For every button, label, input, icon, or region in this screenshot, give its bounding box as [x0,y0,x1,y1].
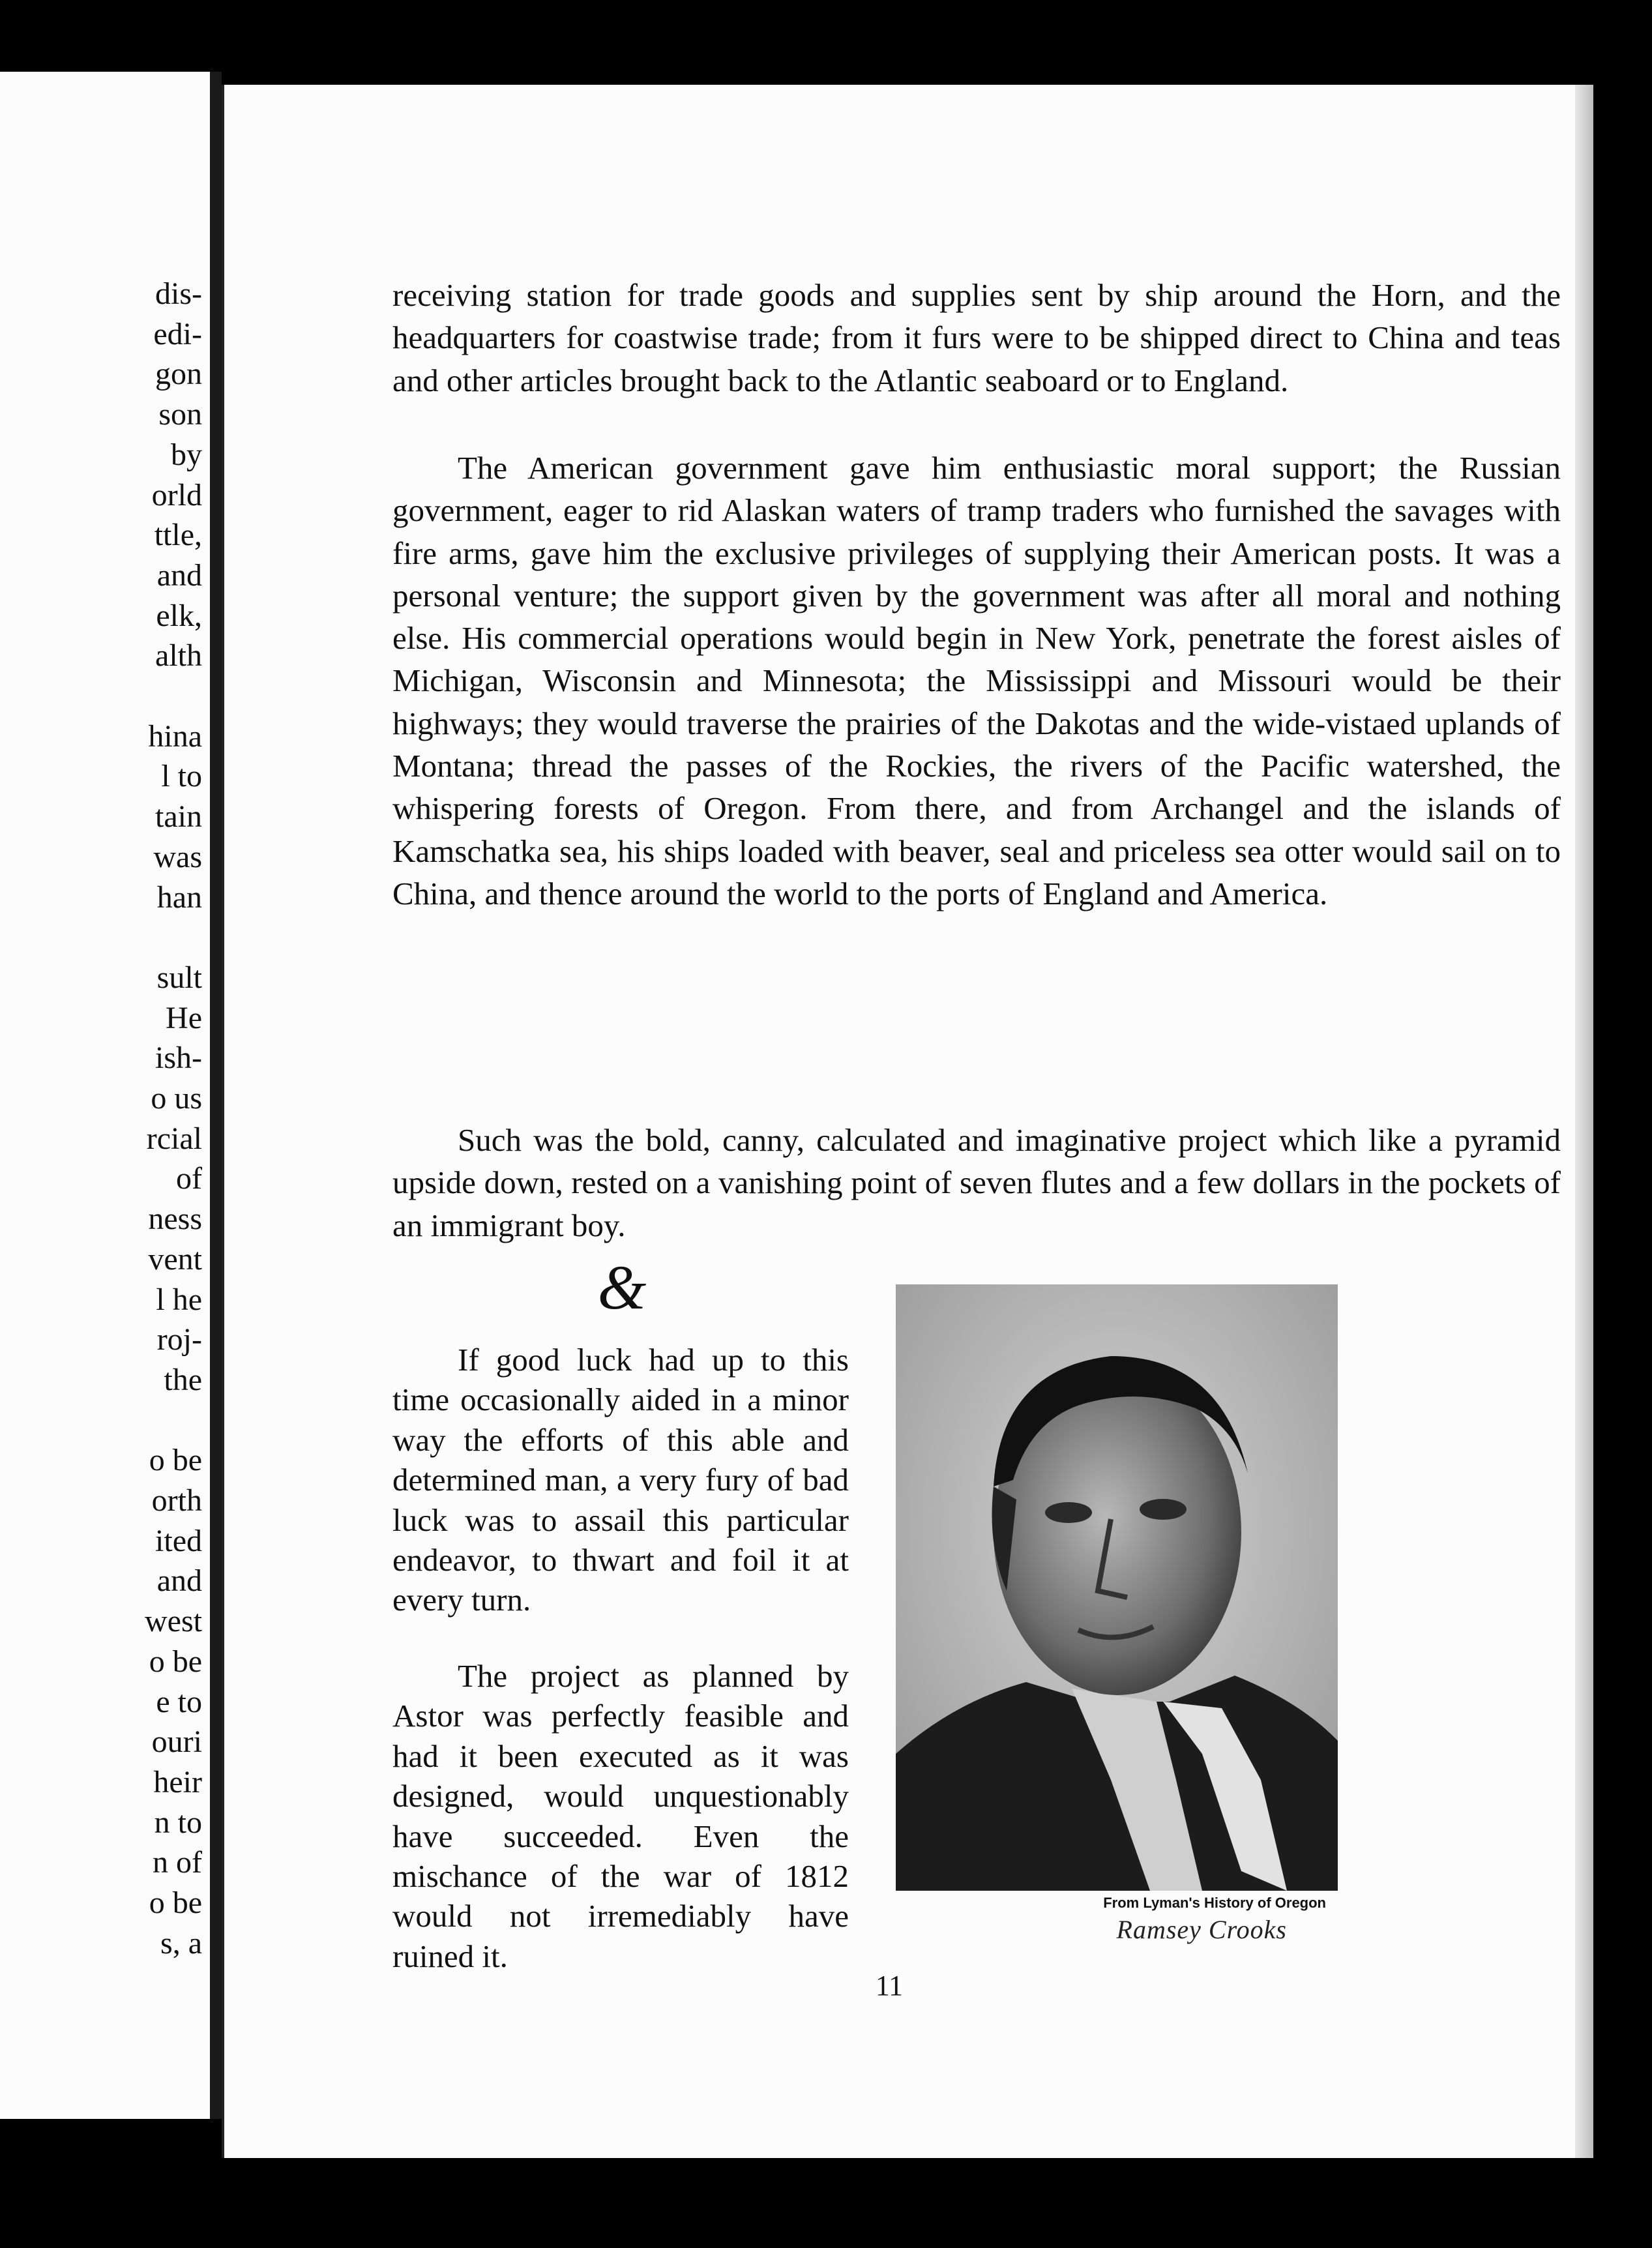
book-gutter [210,72,222,2119]
left-page-line-fragment: rcial [146,1121,202,1156]
left-page-line-fragment: sult [156,960,202,995]
paragraph-bold-project: Such was the bold, canny, calculated and imaginative project which like a pyramid upside down, rested on a vanishing point of seven flutes and a few dollars in the pockets of an immigrant boy. [392,1122,1561,1243]
page-number: 11 [875,1970,904,2002]
left-page-line-fragment: was [153,839,202,874]
left-page-line-fragment: orth [151,1483,202,1518]
left-page-line-fragment: ish- [155,1041,202,1076]
left-page-line-fragment: by [171,437,202,472]
left-page-line-fragment: e to [156,1684,202,1719]
left-page-line-fragment: han [156,880,202,915]
left-page-line-fragment: o be [149,1644,202,1679]
left-page-line-fragment: alth [155,638,202,673]
left-page-line-fragment: the [164,1362,202,1397]
figure-source-credit: From Lyman's History of Oregon [1103,1895,1326,1911]
left-page-line-fragment: gon [155,357,202,392]
left-page-line-fragment: ttle, [154,518,202,553]
right-page [222,85,1593,2158]
page-edge [1575,85,1593,2158]
left-page-line-fragment: s, a [160,1925,202,1960]
left-page-line-fragment: hina [148,718,202,754]
left-page-line-fragment: o be [149,1886,202,1920]
left-page-line-fragment: vent [148,1241,202,1277]
left-page-line-fragment: roj- [156,1322,202,1357]
left-page-line-fragment: and [156,557,202,593]
left-page-line-fragment: west [145,1604,202,1639]
left-page-line-fragment: l he [156,1282,202,1317]
paragraph-government-support: The American government gave him enthusiastic moral support; the Russian government, eager to rid Alaskan waters of tramp traders who furnished the savages with fire arms, gave him the exclusive privileges of supplying their American posts. It was a personal venture; the support given by the government was after all moral and nothing else. His commercial operations would begin in New York, penetrate the forest aisles of Michigan, Wisconsin and Minnesota; the Mississippi and Missouri would be their highways; they would traverse the prairies of the Dakotas and the wide-vistaed uplands of Montana; thread the passes of the Rockies, the rivers of the Pacific watershed, the whispering forests of Oregon. From there, and from Archangel and the islands of Kamschatka sea, his ships loaded with beaver, seal and priceless sea otter would sail on to China, and thence around the world to the ports of England and America. [392,450,1561,911]
portrait-photo [896,1284,1338,1891]
left-page-line-fragment: n to [154,1805,202,1840]
left-page-line-fragment: dis- [155,276,202,311]
figure-caption: Ramsey Crooks [1116,1915,1287,1944]
left-page-line-fragment: son [158,397,202,432]
ornament-ampersand: & [597,1252,647,1322]
paragraph-bad-luck: If good luck had up to this time occasionally aided in a minor way the efforts of this able and determined man, a very fury of bad luck was to assail this particular endeavor, to thwart and foil it at every turn. [392,1342,849,1618]
paragraph-continuation: receiving station for trade goods and supplies sent by ship around the Horn, and the headquarters for coastwise trade; from it furs were to be shipped direct to China and teas and other articles brought back to the Atlantic seaboard or to England. [392,277,1561,398]
left-page-line-fragment: He [166,1000,202,1035]
left-page-line-fragment: ness [148,1202,202,1237]
left-page-line-fragment: o be [149,1443,202,1478]
left-page-line-fragment: ouri [151,1724,202,1760]
left-page-line-fragment: orld [151,477,202,512]
left-page-line-fragment: heir [153,1764,202,1799]
paragraph-project-feasible: The project as planned by Astor was perfectly feasible and had it been executed as it was designed, would unquestionably have succeeded. Even the mischance of the war of 1812 would not irremediably have ruined it. [392,1658,849,1974]
left-page-line-fragment: edi- [153,316,202,351]
left-page-line-fragment: of [176,1161,202,1196]
left-page-line-fragment: n of [153,1845,202,1880]
left-page-line-fragment: and [156,1563,202,1599]
left-page [0,72,210,2119]
left-page-line-fragment: tain [155,799,202,835]
left-page-line-fragment: elk, [156,598,202,633]
left-page-line-fragment: ited [155,1523,202,1558]
left-page-line-fragment: o us [151,1081,202,1116]
portrait-illustration [896,1284,1338,1891]
left-page-line-fragment: l to [161,759,202,794]
